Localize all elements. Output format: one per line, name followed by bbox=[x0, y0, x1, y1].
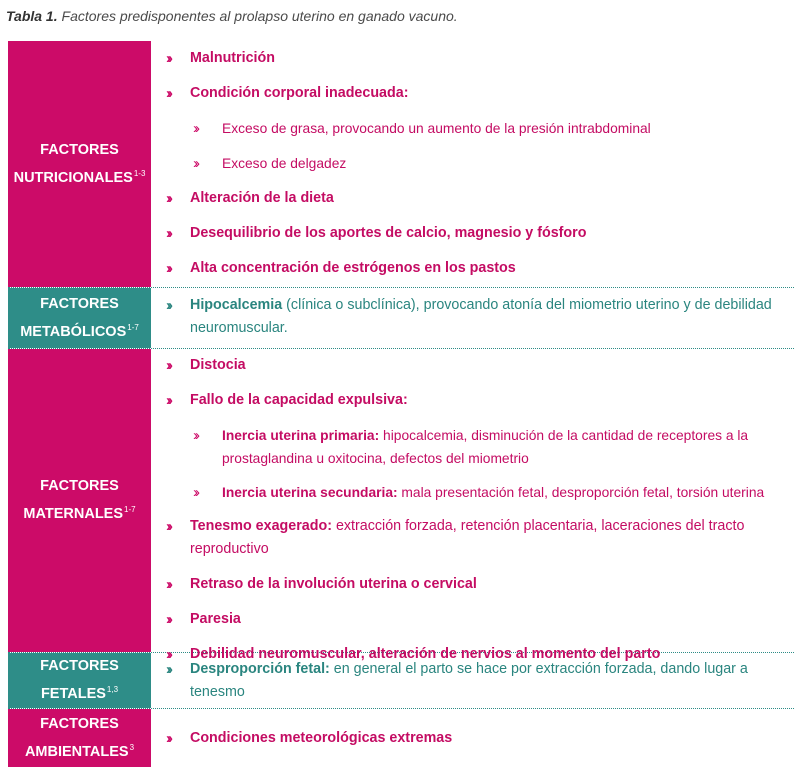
list-item: ›› Alta concentración de estrógenos en los pastos bbox=[166, 257, 794, 280]
chevron-double-right-icon: ›› bbox=[166, 357, 170, 374]
list-item: ›› Condición corporal inadecuada: bbox=[166, 82, 794, 105]
category-ref: 1-3 bbox=[133, 168, 146, 178]
category-label-line1: FACTORES bbox=[40, 658, 119, 674]
sub-list-item: ›› Exceso de delgadez bbox=[166, 152, 794, 175]
section-metabolicos bbox=[8, 288, 794, 349]
category-label-line2: MATERNALES bbox=[23, 506, 124, 522]
sub-list-item: ›› Inercia uterina primaria: hipocalcemia, disminución de la cantidad de receptores a la prostaglandina u oxitocina, defectos del miometrio bbox=[166, 424, 794, 470]
list-item: ›› Distocia bbox=[166, 354, 794, 377]
list-item: ›› Retraso de la involución uterina o cervical bbox=[166, 573, 794, 596]
chevron-double-right-icon: ›› bbox=[166, 611, 170, 628]
category-label-line1: FACTORES bbox=[40, 478, 119, 494]
category-label-line2: METABÓLICOS bbox=[20, 323, 127, 340]
chevron-double-right-icon: ›› bbox=[166, 392, 170, 409]
section-fetales bbox=[8, 653, 794, 709]
chevron-double-right-icon: ›› bbox=[166, 660, 170, 678]
category-cell bbox=[8, 709, 151, 767]
sub-list-item: ›› Exceso de grasa, provocando un aumento de la presión intrabdominal bbox=[166, 117, 794, 140]
chevron-double-right-icon: ›› bbox=[166, 576, 170, 593]
category-cell bbox=[8, 41, 151, 287]
section-nutricionales bbox=[8, 41, 794, 288]
category-cell bbox=[8, 288, 151, 348]
factors-table bbox=[8, 41, 794, 767]
list-item: ›› Debilidad neuromuscular, alteración de nervios al momento del parto bbox=[166, 643, 794, 666]
category-cell bbox=[8, 349, 151, 652]
table-caption bbox=[6, 8, 458, 24]
chevron-double-right-icon: ›› bbox=[166, 518, 170, 535]
chevron-double-right-icon: ›› bbox=[166, 260, 170, 277]
list-item: ›› Paresia bbox=[166, 608, 794, 631]
category-cell bbox=[8, 653, 151, 708]
category-ref: 1,3 bbox=[106, 685, 119, 694]
category-label-line2: NUTRICIONALES bbox=[13, 169, 133, 186]
section-ambientales bbox=[8, 709, 794, 767]
chevron-double-right-icon: ›› bbox=[166, 297, 170, 314]
chevron-double-right-icon: ›› bbox=[166, 729, 170, 747]
chevron-double-right-icon: ›› bbox=[193, 120, 197, 137]
chevron-double-right-icon: ›› bbox=[166, 85, 170, 102]
chevron-double-right-icon: ›› bbox=[166, 190, 170, 207]
list-item: ›› Desproporción fetal: en general el parto se hace por extracción forzada, dando lugar a tenesmo bbox=[166, 658, 794, 704]
chevron-double-right-icon: ›› bbox=[193, 427, 197, 444]
category-ref: 1-7 bbox=[127, 322, 139, 332]
list-item: ›› Fallo de la capacidad expulsiva: bbox=[166, 389, 794, 412]
list-item: ›› Tenesmo exagerado: extracción forzada, retención placentaria, laceraciones del tracto reproductivo bbox=[166, 515, 794, 561]
category-label-line1: FACTORES bbox=[40, 141, 119, 158]
list-item: ›› Desequilibrio de los aportes de calcio, magnesio y fósforo bbox=[166, 222, 794, 245]
category-label-line2: FETALES bbox=[40, 686, 106, 702]
chevron-double-right-icon: ›› bbox=[193, 484, 197, 501]
category-ref: 3 bbox=[129, 742, 135, 752]
category-ref: 1-7 bbox=[124, 505, 136, 514]
sub-list-item: ›› Inercia uterina secundaria: mala presentación fetal, desproporción fetal, torsión uterina bbox=[166, 481, 794, 504]
chevron-double-right-icon: ›› bbox=[166, 225, 170, 242]
category-label-line1: FACTORES bbox=[40, 715, 119, 732]
category-label-line1: FACTORES bbox=[40, 295, 119, 312]
chevron-double-right-icon: ›› bbox=[166, 50, 170, 67]
list-item: ›› Malnutrición bbox=[166, 47, 794, 70]
list-item: ›› Hipocalcemia (clínica o subclínica), provocando atonía del miometrio uterino y de debilidad neuromuscular. bbox=[166, 294, 794, 340]
caption-label: Tabla 1. bbox=[6, 8, 58, 24]
caption-text: Factores predisponentes al prolapso uterino en ganado vacuno. bbox=[57, 8, 458, 24]
list-item: ›› Alteración de la dieta bbox=[166, 187, 794, 210]
chevron-double-right-icon: ›› bbox=[193, 155, 197, 172]
section-maternales bbox=[8, 349, 794, 663]
category-label-line2: AMBIENTALES bbox=[24, 743, 129, 760]
chevron-double-right-icon: ›› bbox=[166, 646, 170, 663]
list-item: ›› Condiciones meteorológicas extremas bbox=[166, 727, 452, 750]
